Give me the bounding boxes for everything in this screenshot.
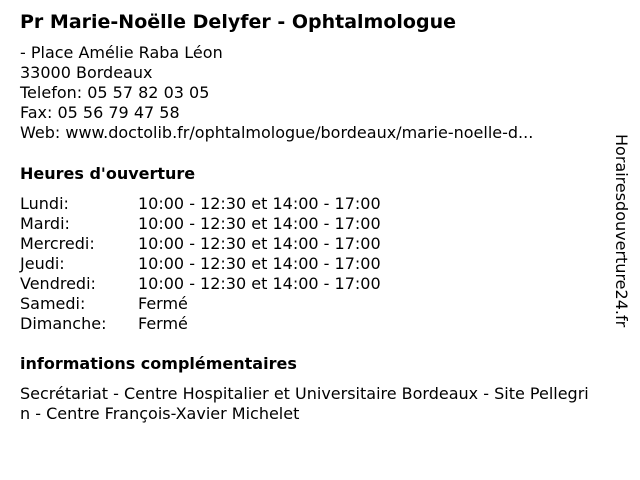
day-label: Mardi: bbox=[20, 214, 70, 233]
site-watermark: Horairesdouverture24.fr bbox=[612, 134, 631, 328]
day-label: Lundi: bbox=[20, 194, 69, 213]
time-value: 10:00 - 12:30 et 14:00 - 17:00 bbox=[138, 254, 381, 273]
additional-info-heading: informations complémentaires bbox=[20, 354, 297, 373]
hours-row-friday bbox=[20, 274, 381, 294]
website-link[interactable]: Web: www.doctolib.fr/ophtalmologue/bordeaux/marie-noelle-d... bbox=[20, 123, 534, 142]
day-label: Jeudi: bbox=[20, 254, 65, 273]
time-value: 10:00 - 12:30 et 14:00 - 17:00 bbox=[138, 234, 381, 253]
contact-info bbox=[20, 43, 533, 143]
time-value: 10:00 - 12:30 et 14:00 - 17:00 bbox=[138, 194, 381, 213]
day-label: Samedi: bbox=[20, 294, 86, 313]
time-value: 10:00 - 12:30 et 14:00 - 17:00 bbox=[138, 274, 381, 293]
time-value: 10:00 - 12:30 et 14:00 - 17:00 bbox=[138, 214, 381, 233]
hours-row-saturday bbox=[20, 294, 381, 314]
hours-row-tuesday bbox=[20, 214, 381, 234]
day-label: Mercredi: bbox=[20, 234, 95, 253]
phone-number: Telefon: 05 57 82 03 05 bbox=[20, 83, 210, 102]
day-label: Dimanche: bbox=[20, 314, 107, 333]
hours-row-wednesday bbox=[20, 234, 381, 254]
hours-row-sunday bbox=[20, 314, 381, 334]
fax-number: Fax: 05 56 79 47 58 bbox=[20, 103, 180, 122]
additional-info-text: Secrétariat - Centre Hospitalier et Universitaire Bordeaux - Site Pellegrin - Centre François-Xavier Michelet bbox=[20, 384, 589, 423]
hours-row-thursday bbox=[20, 254, 381, 274]
hours-row-monday bbox=[20, 194, 381, 214]
time-value: Fermé bbox=[138, 314, 188, 333]
time-value: Fermé bbox=[138, 294, 188, 313]
page-title: Pr Marie-Noëlle Delyfer - Ophtalmologue bbox=[20, 11, 456, 33]
address-street: - Place Amélie Raba Léon bbox=[20, 43, 223, 62]
day-label: Vendredi: bbox=[20, 274, 96, 293]
hours-heading: Heures d'ouverture bbox=[20, 164, 196, 183]
opening-hours-list bbox=[20, 194, 381, 334]
address-city: 33000 Bordeaux bbox=[20, 63, 153, 82]
